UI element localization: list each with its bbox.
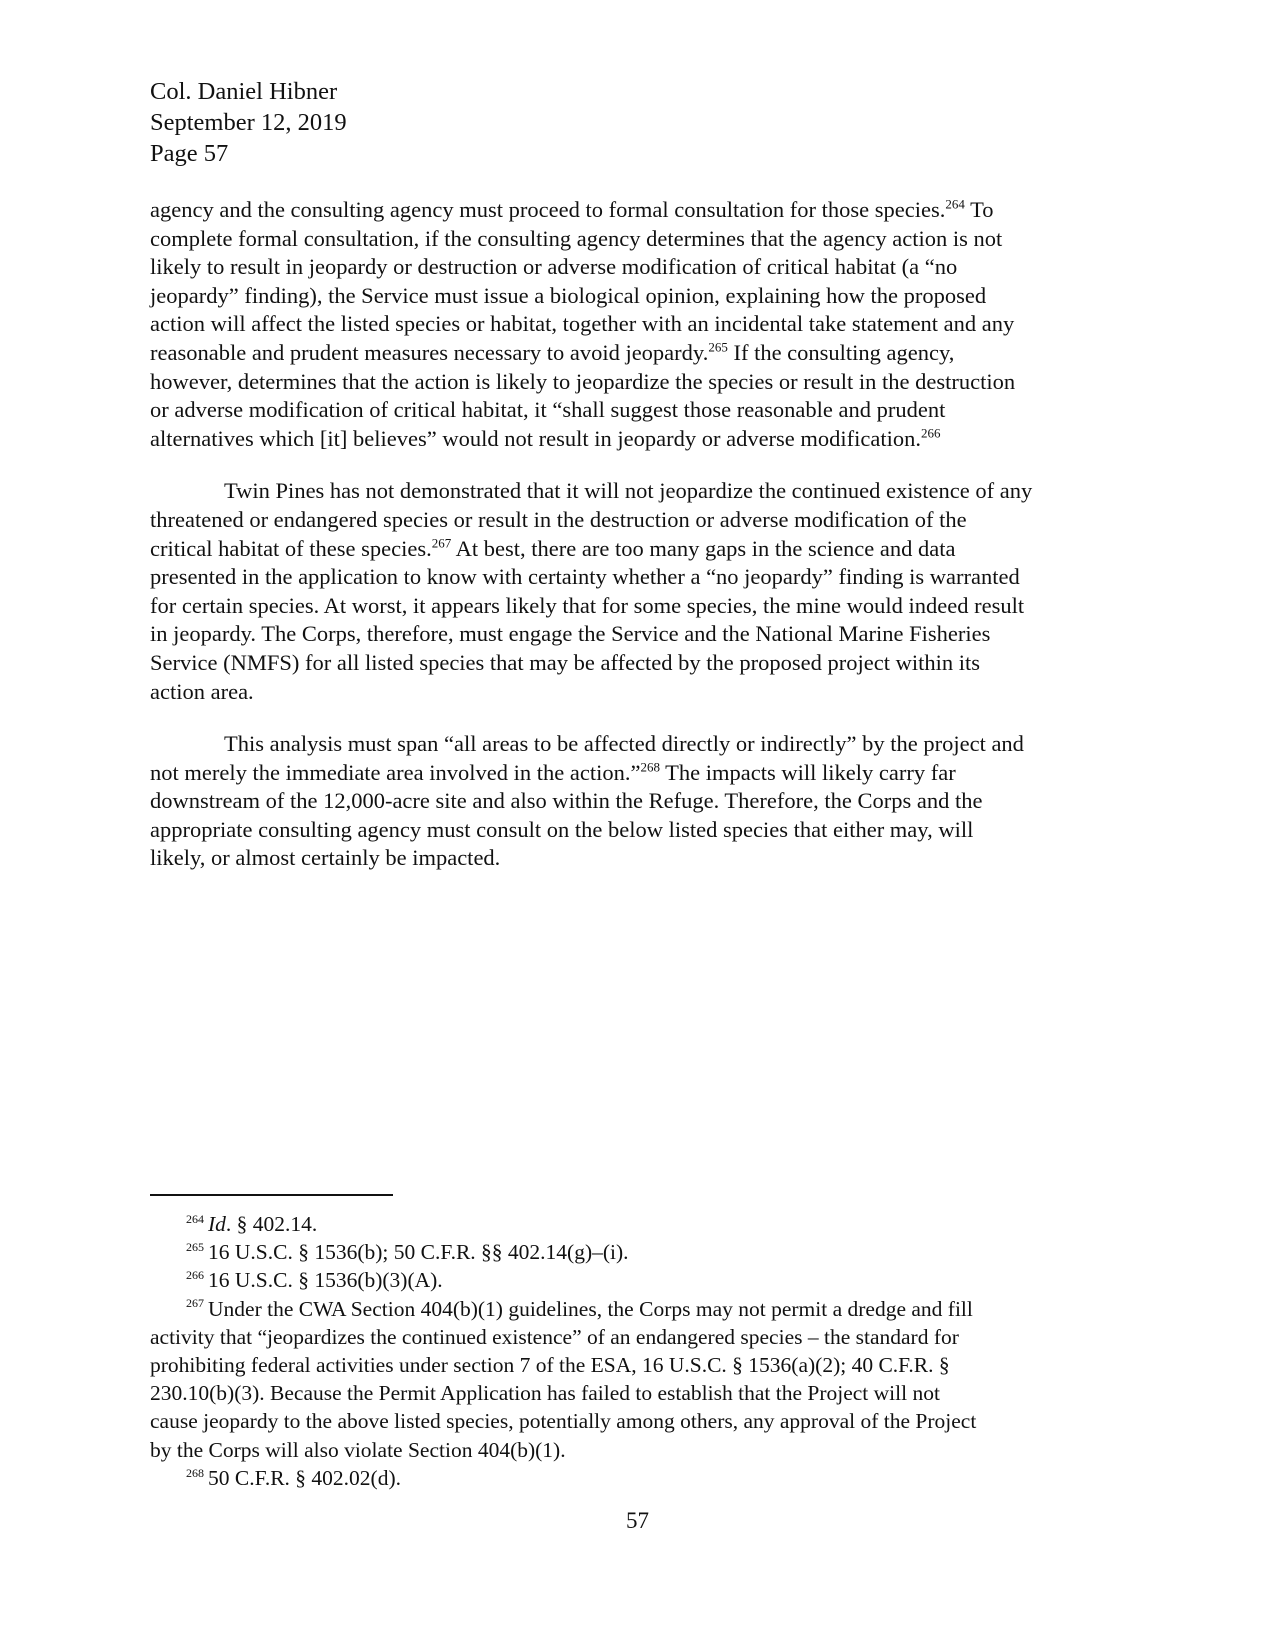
footnote-italic: Id: [208, 1212, 226, 1236]
body-line: or adverse modification of critical habitat, it “shall suggest those reasonable and prudent: [150, 397, 946, 423]
body-line: alternatives which [it] believes” would not result in jeopardy or adverse modification.: [150, 425, 922, 451]
paragraph-2: [150, 477, 1130, 706]
body-line: for certain species. At worst, it appears likely that for some species, the mine would indeed result: [150, 592, 1025, 618]
footnote-264: [150, 1210, 1130, 1238]
body-line: jeopardy” finding), the Service must issue a biological opinion, explaining how the proposed: [150, 282, 987, 308]
body-line: This analysis must span “all areas to be affected directly or indirectly” by the project and: [224, 731, 1024, 757]
letter-date: September 12, 2019: [150, 109, 347, 136]
paragraph-3: [150, 730, 1130, 873]
recipient-name: Col. Daniel Hibner: [150, 78, 338, 105]
footnote-text: 230.10(b)(3). Because the Permit Application has failed to establish that the Project will not: [150, 1381, 940, 1406]
footnote-ref-266[interactable]: 266: [921, 425, 941, 441]
footnote-mark: 267: [186, 1296, 204, 1311]
footnote-text: Under the CWA Section 404(b)(1) guidelines, the Corps may not permit a dredge and fill: [208, 1296, 973, 1321]
footnote-text: cause jeopardy to the above listed species, potentially among others, any approval of the Project: [150, 1409, 977, 1434]
body-line: Twin Pines has not demonstrated that it will not jeopardize the continued existence of any: [224, 478, 1033, 504]
footnote-text: activity that “jeopardizes the continued existence” of an endangered species – the standard for: [150, 1324, 959, 1349]
body-line: reasonable and prudent measures necessary to avoid jeopardy.: [150, 339, 709, 365]
body-line: in jeopardy. The Corps, therefore, must engage the Service and the National Marine Fisheries: [150, 621, 991, 647]
footnote-266: [150, 1266, 1130, 1294]
body-line: likely to result in jeopardy or destruction or adverse modification of critical habitat (a “no: [150, 254, 958, 280]
body-line: The impacts will likely carry far: [659, 759, 956, 785]
footnote-text: . § 402.14.: [225, 1212, 318, 1236]
footnote-mark: 268: [186, 1465, 204, 1480]
body-line: action area.: [150, 678, 254, 704]
body-line: complete formal consultation, if the consulting agency determines that the agency action is not: [150, 225, 1003, 251]
body-line: critical habitat of these species.: [150, 535, 432, 561]
footnote-mark: 264: [186, 1211, 204, 1226]
footnote-268: [150, 1464, 1130, 1492]
paragraph-1: [150, 196, 1130, 453]
footnote-text: 50 C.F.R. § 402.02(d).: [208, 1465, 401, 1490]
body-line: To: [964, 197, 994, 222]
footnote-ref-265[interactable]: 265: [708, 339, 728, 355]
body-line: action will affect the listed species or habitat, together with an incidental take statement and any: [150, 311, 1015, 337]
body-line: appropriate consulting agency must consult on the below listed species that either may, will: [150, 816, 974, 842]
body-line: downstream of the 12,000-acre site and also within the Refuge. Therefore, the Corps and the: [150, 788, 983, 814]
footnote-text: by the Corps will also violate Section 404(b)(1).: [150, 1437, 566, 1462]
body-line: not merely the immediate area involved in the action.”: [150, 759, 641, 785]
footnote-mark: 266: [186, 1268, 204, 1283]
body-line: presented in the application to know with certainty whether a “no jeopardy” finding is warranted: [150, 564, 1020, 590]
footnote-divider: [150, 1194, 393, 1196]
footnote-265: [150, 1238, 1130, 1266]
footnote-267: [150, 1295, 1130, 1464]
body-text: [150, 196, 1130, 897]
footnote-ref-268[interactable]: 268: [640, 759, 660, 775]
body-line: Service (NMFS) for all listed species that may be affected by the proposed project within its: [150, 649, 980, 675]
body-line: If the consulting agency,: [727, 339, 955, 365]
footnote-text: 16 U.S.C. § 1536(b)(3)(A).: [208, 1268, 443, 1293]
footnote-mark: 265: [186, 1240, 204, 1255]
body-line: agency and the consulting agency must proceed to formal consultation for those species.: [150, 197, 946, 222]
footnote-ref-264[interactable]: 264: [945, 196, 965, 212]
letterhead: [150, 76, 347, 169]
body-line: At best, there are too many gaps in the science and data: [451, 535, 956, 561]
page-number: 57: [626, 1508, 649, 1533]
footnotes: [150, 1210, 1130, 1492]
page-label: Page 57: [150, 140, 229, 167]
footnote-text: prohibiting federal activities under section 7 of the ESA, 16 U.S.C. § 1536(a)(2); 40 C.F.R. §: [150, 1353, 950, 1378]
body-line: threatened or endangered species or result in the destruction or adverse modification of the: [150, 506, 967, 532]
body-line: however, determines that the action is likely to jeopardize the species or result in the destruction: [150, 368, 1016, 394]
footnote-text: 16 U.S.C. § 1536(b); 50 C.F.R. §§ 402.14(g)–(i).: [208, 1240, 629, 1265]
body-line: likely, or almost certainly be impacted.: [150, 845, 501, 871]
footnote-ref-267[interactable]: 267: [431, 535, 452, 551]
